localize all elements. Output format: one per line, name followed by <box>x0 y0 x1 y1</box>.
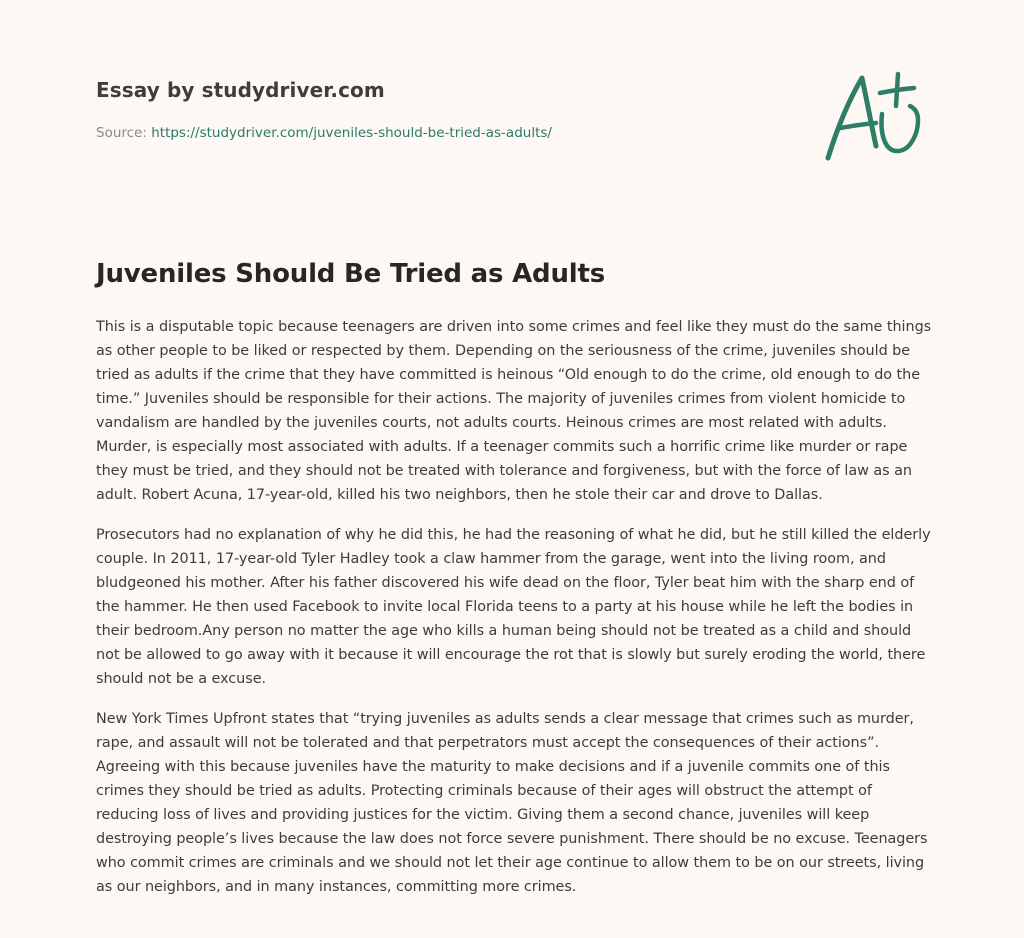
essay-title: Juveniles Should Be Tried as Adults <box>96 259 605 289</box>
source-line <box>96 124 796 142</box>
source-label: Source: <box>96 125 147 141</box>
brand-title: Essay by studydriver.com <box>96 78 385 102</box>
document-header <box>96 76 796 142</box>
paragraph: This is a disputable topic because teenagers are driven into some crimes and feel like they must do the same things as other people to be liked or respected by them. Depending on the seriousness of the crime, juveniles should be tried as adults if the crime that they have committed is heinous “Old enough to do the crime, old enough to do the time.” Juveniles should be responsible for their actions. The majority of juveniles crimes from violent homicide to vandalism are handled by the juveniles courts, not adults courts. Heinous crimes are most related with adults. Murder, is especially most associated with adults. If a teenager commits such a horrific crime like murder or rape they must be tried, and they should not be treated with tolerance and forgiveness, but with the force of law as an adult. Robert Acuna, 17-year-old, killed his two neighbors, then he stole their car and drove to Dallas. <box>96 319 932 503</box>
source-link[interactable]: https://studydriver.com/juveniles-should-be-tried-as-adults/ <box>151 125 552 141</box>
essay-body <box>96 315 934 915</box>
paragraph: New York Times Upfront states that “trying juveniles as adults sends a clear message that crimes such as murder, rape, and assault will not be tolerated and that perpetrators must accept the consequences of their actions”. Agreeing with this because juveniles have the maturity to make decisions and if a juvenile commits one of this crimes they should be tried as adults. Protecting criminals because of their ages will obstruct the attempt of reducing loss of lives and providing justices for the victim. Giving them a second chance, juveniles will keep destroying people’s lives because the law does not force severe punishment. There should be no excuse. Teenagers who commit crimes are criminals and we should not let their age continue to allow them to be on our streets, living as our neighbors, and in many instances, committing more crimes. <box>96 711 928 895</box>
a-plus-grade-icon <box>818 66 930 166</box>
paragraph: Prosecutors had no explanation of why he did this, he had the reasoning of what he did, but he still killed the elderly couple. In 2011, 17-year-old Tyler Hadley took a claw hammer from the garage, went into the living room, and bludgeoned his mother. After his father discovered his wife dead on the floor, Tyler beat him with the sharp end of the hammer. He then used Facebook to invite local Florida teens to a party at his house while he left the bodies in their bedroom.Any person no matter the age who kills a human being should not be treated as a child and should not be allowed to go away with it because it will encourage the rot that is slowly but surely eroding the world, there should not be a excuse. <box>96 527 931 687</box>
